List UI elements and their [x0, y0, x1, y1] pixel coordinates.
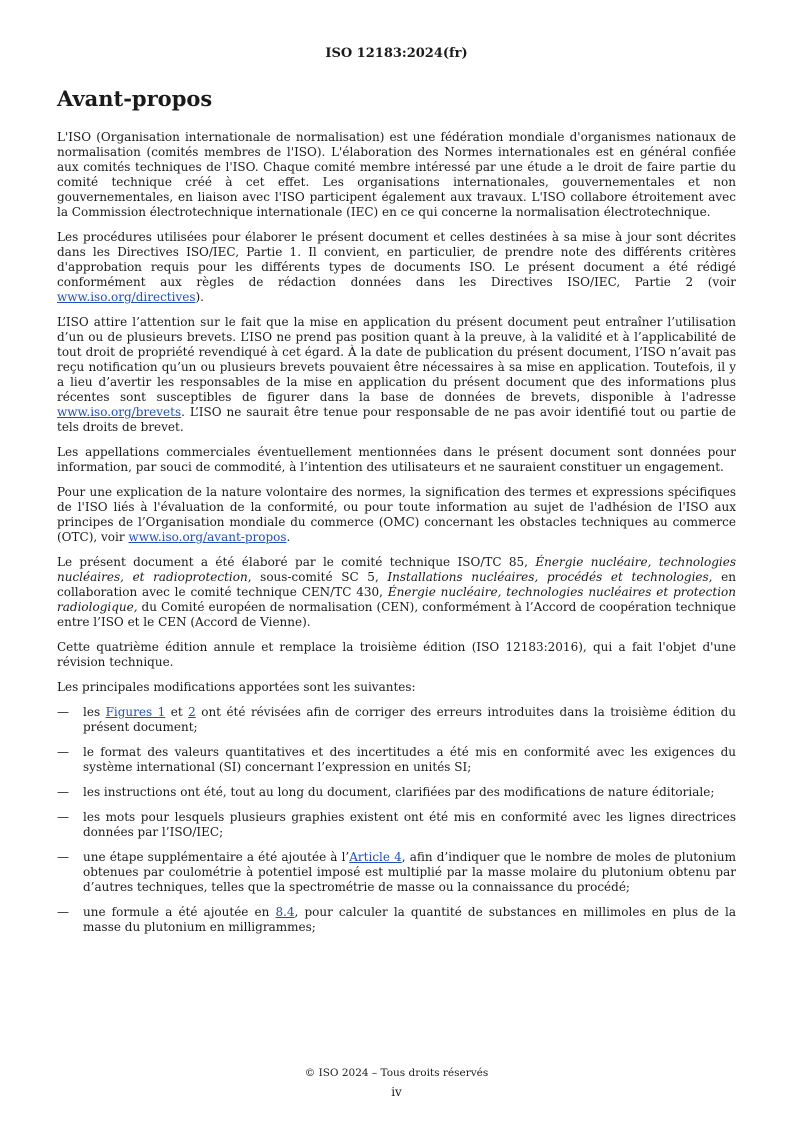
list-dash: —	[57, 705, 69, 719]
document-id-header: ISO 12183:2024(fr)	[325, 46, 468, 61]
list-text: le format des valeurs quantitatives et des incertitudes a été mis en conformité avec les exigences du système international (SI) concernant l’expression en unités SI;	[83, 745, 736, 774]
list-dash: —	[57, 905, 69, 919]
paragraph-text: du Comité européen de normalisation (CEN), conformément à l’Accord de coopération technique entre l’ISO et le CEN (Accord de Vienne).	[57, 600, 736, 629]
paragraph-directives	[57, 230, 736, 305]
directives-link[interactable]: www.iso.org/directives	[57, 290, 196, 304]
paragraph-text: en collaboration avec le comité technique CEN/TC 430,	[57, 570, 736, 599]
paragraph-text: Le présent document a été élaboré par le comité technique ISO/TC 85,	[57, 555, 536, 569]
list-item	[57, 850, 736, 895]
list-text: et	[165, 705, 189, 719]
committee-title: Énergie nucléaire, technologies nucléaires, et radioprotection	[57, 555, 736, 584]
figure-1-link[interactable]: Figures 1	[105, 705, 166, 719]
section-8-4-link[interactable]: 8.4	[275, 905, 295, 919]
page-number: iv	[391, 1085, 402, 1099]
list-text: , afin d’indiquer que le nombre de moles de plutonium obtenues par coulométrie à potentiel imposé est multiplié par la masse molaire du plutonium obtenu par d’autres techniques, telles que la spectrométrie de masse ou la connaissance du procédé;	[83, 850, 737, 894]
paragraph-patents	[57, 315, 736, 435]
paragraph-edition: Cette quatrième édition annule et remplace la troisième édition (ISO 12183:2016), qui a fait l'objet d'une révision technique.	[57, 640, 736, 669]
subcommittee-title: Installations nucléaires, procédés et technologies,	[387, 570, 713, 584]
article-4-link[interactable]: Article 4	[349, 850, 402, 864]
list-dash: —	[57, 785, 69, 799]
list-text: , pour calculer la quantité de substances en millimoles en plus de la masse du plutonium en milligrammes;	[83, 905, 736, 934]
copyright-notice: © ISO 2024 – Tous droits réservés	[304, 1067, 489, 1079]
list-text: les mots pour lesquels plusieurs graphies existent ont été mis en conformité avec les lignes directrices données par l’ISO/IEC;	[83, 810, 736, 839]
cen-committee-title: Énergie nucléaire, technologies nucléaires et protection radiologique,	[57, 585, 736, 614]
list-item	[57, 745, 736, 775]
changes-list	[57, 705, 736, 935]
list-text: ont été révisées afin de corriger des erreurs introduites dans la troisième édition du présent document;	[83, 705, 736, 734]
list-text: les instructions ont été, tout au long du document, clarifiées par des modifications de nature éditoriale;	[83, 785, 715, 799]
paragraph-text: Les procédures utilisées pour élaborer le présent document et celles destinées à sa mise à jour sont décrites dans les Directives ISO/IEC, Partie 1. Il convient, en particulier, de prendre note des différents critères d'approbation requis pour les différents types de documents ISO. Le présent document a été rédigé conformément aux règles de rédaction données dans les Directives ISO/IEC, Partie 2 (voir	[57, 230, 736, 289]
list-text: les	[83, 705, 106, 719]
paragraph-text: . L’ISO ne saurait être tenue pour responsable de ne pas avoir identifié tout ou partie de tels droits de brevet.	[57, 405, 736, 434]
page-footer	[0, 1067, 793, 1099]
patents-link[interactable]: www.iso.org/brevets	[57, 405, 182, 419]
paragraph-text: .	[286, 530, 291, 544]
list-dash: —	[57, 810, 69, 824]
list-text: une formule a été ajoutée en	[83, 905, 276, 919]
paragraph-changes-intro: Les principales modifications apportées sont les suivantes:	[57, 680, 416, 694]
list-dash: —	[57, 850, 69, 864]
paragraph-voluntary-nature	[57, 485, 736, 545]
list-text: une étape supplémentaire a été ajoutée à l’	[83, 850, 350, 864]
paragraph-committee	[57, 555, 736, 630]
paragraph-text: L’ISO attire l’attention sur le fait que la mise en application du présent document peut entraîner l’utilisation d’un ou de plusieurs brevets. L’ISO ne prend pas position quant à la preuve, à la validité et à l’applicabilité de tout droit de propriété revendiqué à cet égard. À la date de publication du présent document, l’ISO n’avait pas reçu notification qu’un ou plusieurs brevets pouvaient être nécessaires à sa mise en application. Toutefois, il y a lieu d’avertir les responsables de la mise en application du présent document que des informations plus récentes sont susceptibles de figurer dans la base de données de brevets, disponible à l'adresse	[57, 315, 736, 404]
figure-2-link[interactable]: 2	[188, 705, 196, 719]
paragraph-text: Pour une explication de la nature volontaire des normes, la signification des termes et expressions spécifiques de l'ISO liés à l'évaluation de la conformité, ou pour toute information au sujet de l'adhésion de l'ISO aux principes de l’Organisation mondiale du commerce (OMC) concernant les obstacles techniques au commerce (OTC), voir	[57, 485, 736, 544]
list-item	[57, 785, 736, 800]
list-item	[57, 705, 736, 735]
paragraph-iso-intro: L'ISO (Organisation internationale de normalisation) est une fédération mondiale d'organismes nationaux de normalisation (comités membres de l'ISO). L'élaboration des Normes internationales est en général confiée aux comités techniques de l'ISO. Chaque comité membre intéressé par une étude a le droit de faire partie du comité technique créé à cet effet. Les organisations internationales, gouvernementales et non gouvernementales, en liaison avec l'ISO participent également aux travaux. L'ISO collabore étroitement avec la Commission électrotechnique internationale (IEC) en ce qui concerne la normalisation électrotechnique.	[57, 130, 736, 219]
paragraph-trade-names: Les appellations commerciales éventuellement mentionnées dans le présent document sont données pour information, par souci de commodité, à l’intention des utilisateurs et ne sauraient constituer un engagement.	[57, 445, 736, 474]
paragraph-text: , sous-comité SC 5,	[247, 570, 388, 584]
foreword-body	[57, 130, 736, 945]
foreword-link[interactable]: www.iso.org/avant-propos	[128, 530, 287, 544]
paragraph-text: ).	[195, 290, 204, 304]
list-item	[57, 905, 736, 935]
page-title: Avant-propos	[57, 86, 213, 111]
list-dash: —	[57, 745, 69, 759]
list-item	[57, 810, 736, 840]
